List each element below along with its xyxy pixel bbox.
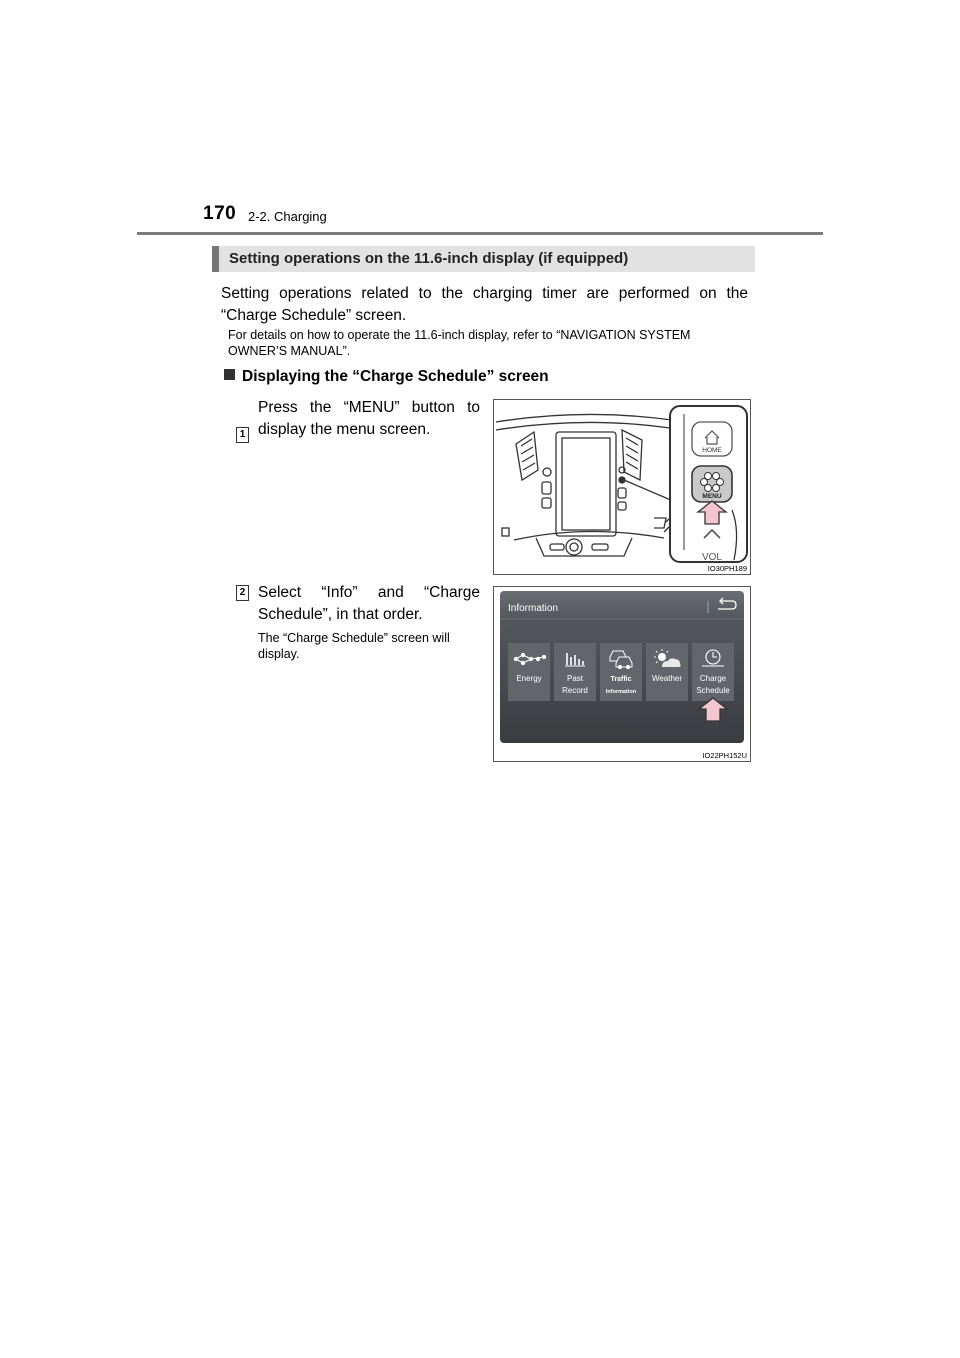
step-number-1: 1	[236, 427, 249, 443]
dashboard-illustration	[494, 400, 750, 574]
page-number: 170	[203, 203, 237, 224]
header-rule	[137, 232, 823, 235]
figure-information-screen	[493, 586, 751, 762]
tile-energy-label: Energy	[516, 674, 542, 683]
tile-charge-schedule	[692, 643, 734, 701]
vol-label: VOL	[701, 552, 723, 563]
bullet-square-icon	[224, 369, 235, 380]
tile-traffic-information	[600, 643, 642, 701]
subheading-text: Displaying the “Charge Schedule” screen	[242, 368, 549, 385]
step-number-2: 2	[236, 585, 249, 601]
tile-past-label-1: Past	[566, 674, 584, 683]
home-button	[692, 422, 732, 456]
step-2-note: The “Charge Schedule” screen will display.	[258, 631, 450, 661]
figure-dashboard-menu	[493, 399, 751, 575]
figure-code: IO30PH189	[707, 564, 747, 573]
tile-past-label-2: Record	[562, 686, 588, 695]
tile-past-record	[554, 643, 596, 701]
tile-traffic-label-1: Traffic	[610, 676, 632, 683]
section-heading-bar	[212, 246, 755, 272]
menu-label: MENU	[702, 493, 722, 500]
tile-charge-label-1: Charge	[699, 674, 727, 683]
subheading	[224, 368, 549, 386]
information-screen-illustration	[494, 587, 750, 761]
tile-charge-label-2: Schedule	[696, 686, 730, 695]
screen-title: Information	[508, 603, 559, 614]
figure-code: IO22PH152U	[702, 751, 747, 760]
tile-weather-label: Weather	[651, 674, 683, 683]
step-2-text: Select “Info” and “Charge Schedule”, in that order.	[258, 584, 480, 623]
reference-note: For details on how to operate the 11.6-inch display, refer to “NAVIGATION SYSTEM OWNER’S MANUAL”.	[228, 328, 691, 358]
intro-paragraph: Setting operations related to the charging timer are performed on the “Charge Schedule” screen.	[221, 285, 748, 324]
section-heading: Setting operations on the 11.6-inch display (if equipped)	[229, 250, 629, 267]
menu-button	[692, 466, 732, 502]
tile-traffic-label-2: Information	[605, 689, 637, 695]
home-label: HOME	[702, 447, 722, 454]
tile-energy	[508, 643, 550, 701]
section-label: 2-2. Charging	[248, 209, 327, 224]
step-1-text: Press the “MENU” button to display the menu screen.	[258, 399, 480, 438]
tile-weather	[646, 643, 688, 701]
